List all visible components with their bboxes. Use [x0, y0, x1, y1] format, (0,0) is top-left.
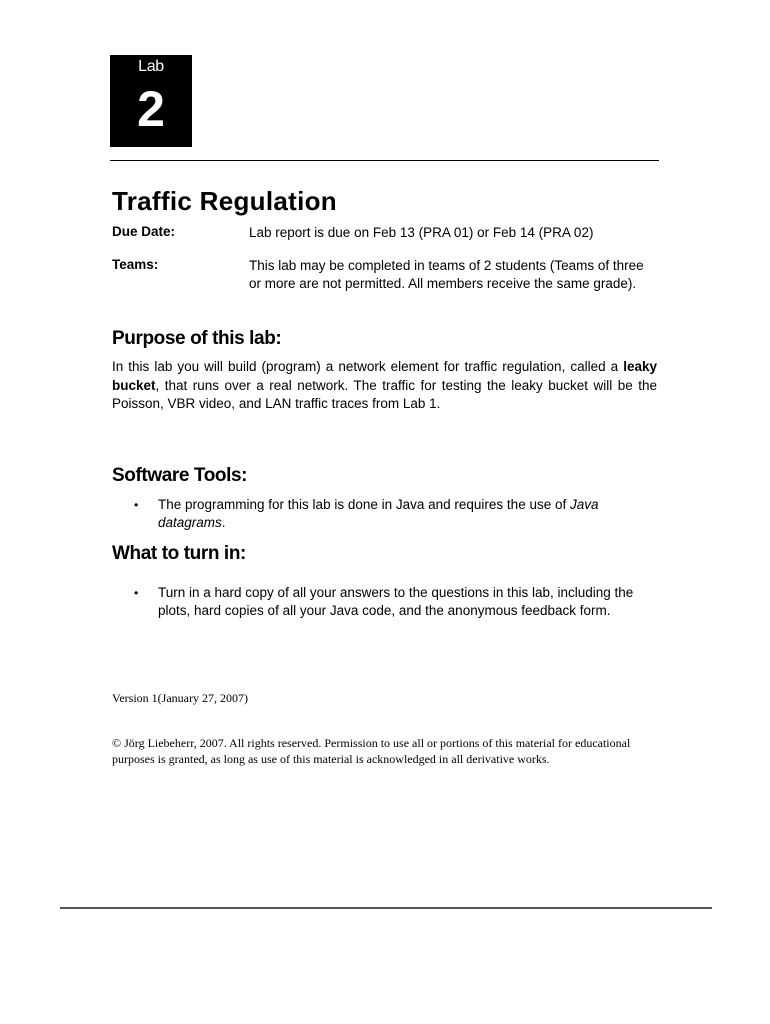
- header-divider: [110, 160, 659, 161]
- software-tools-heading: Software Tools:: [112, 465, 248, 486]
- purpose-bold-term: leaky bucket: [112, 359, 657, 393]
- due-date-value: Lab report is due on Feb 13 (PRA 01) or Feb 14 (PRA 02): [249, 225, 594, 240]
- due-date-label: Due Date:: [112, 224, 176, 239]
- teams-value: This lab may be completed in teams of 2 students (Teams of three or more are not permitted. All members receive the same grade).: [249, 258, 644, 291]
- page-title: Traffic Regulation: [112, 186, 337, 216]
- teams-label: Teams:: [112, 257, 159, 272]
- purpose-text-start: In this lab you will build (program) a network element for traffic regulation, called a: [112, 359, 624, 374]
- footer-divider: [60, 907, 712, 909]
- lab-number-badge: [110, 55, 192, 147]
- purpose-paragraph: [112, 358, 657, 414]
- copyright-note: © Jörg Liebeherr, 2007. All rights reserved. Permission to use all or portions of this material for educational purposes is granted, as long as use of this material is acknowledged in all derivative works.: [112, 736, 631, 766]
- purpose-heading: Purpose of this lab:: [112, 328, 282, 349]
- version-note: Version 1(January 27, 2007): [112, 691, 248, 705]
- lab-number: 2: [137, 81, 165, 137]
- turn-in-heading: What to turn in:: [112, 543, 246, 564]
- software-tools-text: The programming for this lab is done in Java and requires the use of: [158, 497, 570, 512]
- software-tools-italic: Java datagrams: [158, 497, 599, 530]
- lab-label: Lab: [138, 58, 164, 75]
- bullet-icon: •: [134, 498, 139, 512]
- turn-in-item: Turn in a hard copy of all your answers to the questions in this lab, including the plots, hard copies of all your Java code, and the anonymous feedback form.: [158, 585, 634, 618]
- bullet-icon: •: [134, 586, 139, 600]
- purpose-text-end: , that runs over a real network. The traffic for testing the leaky bucket will be the Poisson, VBR video, and LAN traffic traces from Lab 1.: [112, 377, 657, 411]
- software-tools-end: .: [221, 515, 226, 530]
- software-tools-item: [158, 496, 663, 532]
